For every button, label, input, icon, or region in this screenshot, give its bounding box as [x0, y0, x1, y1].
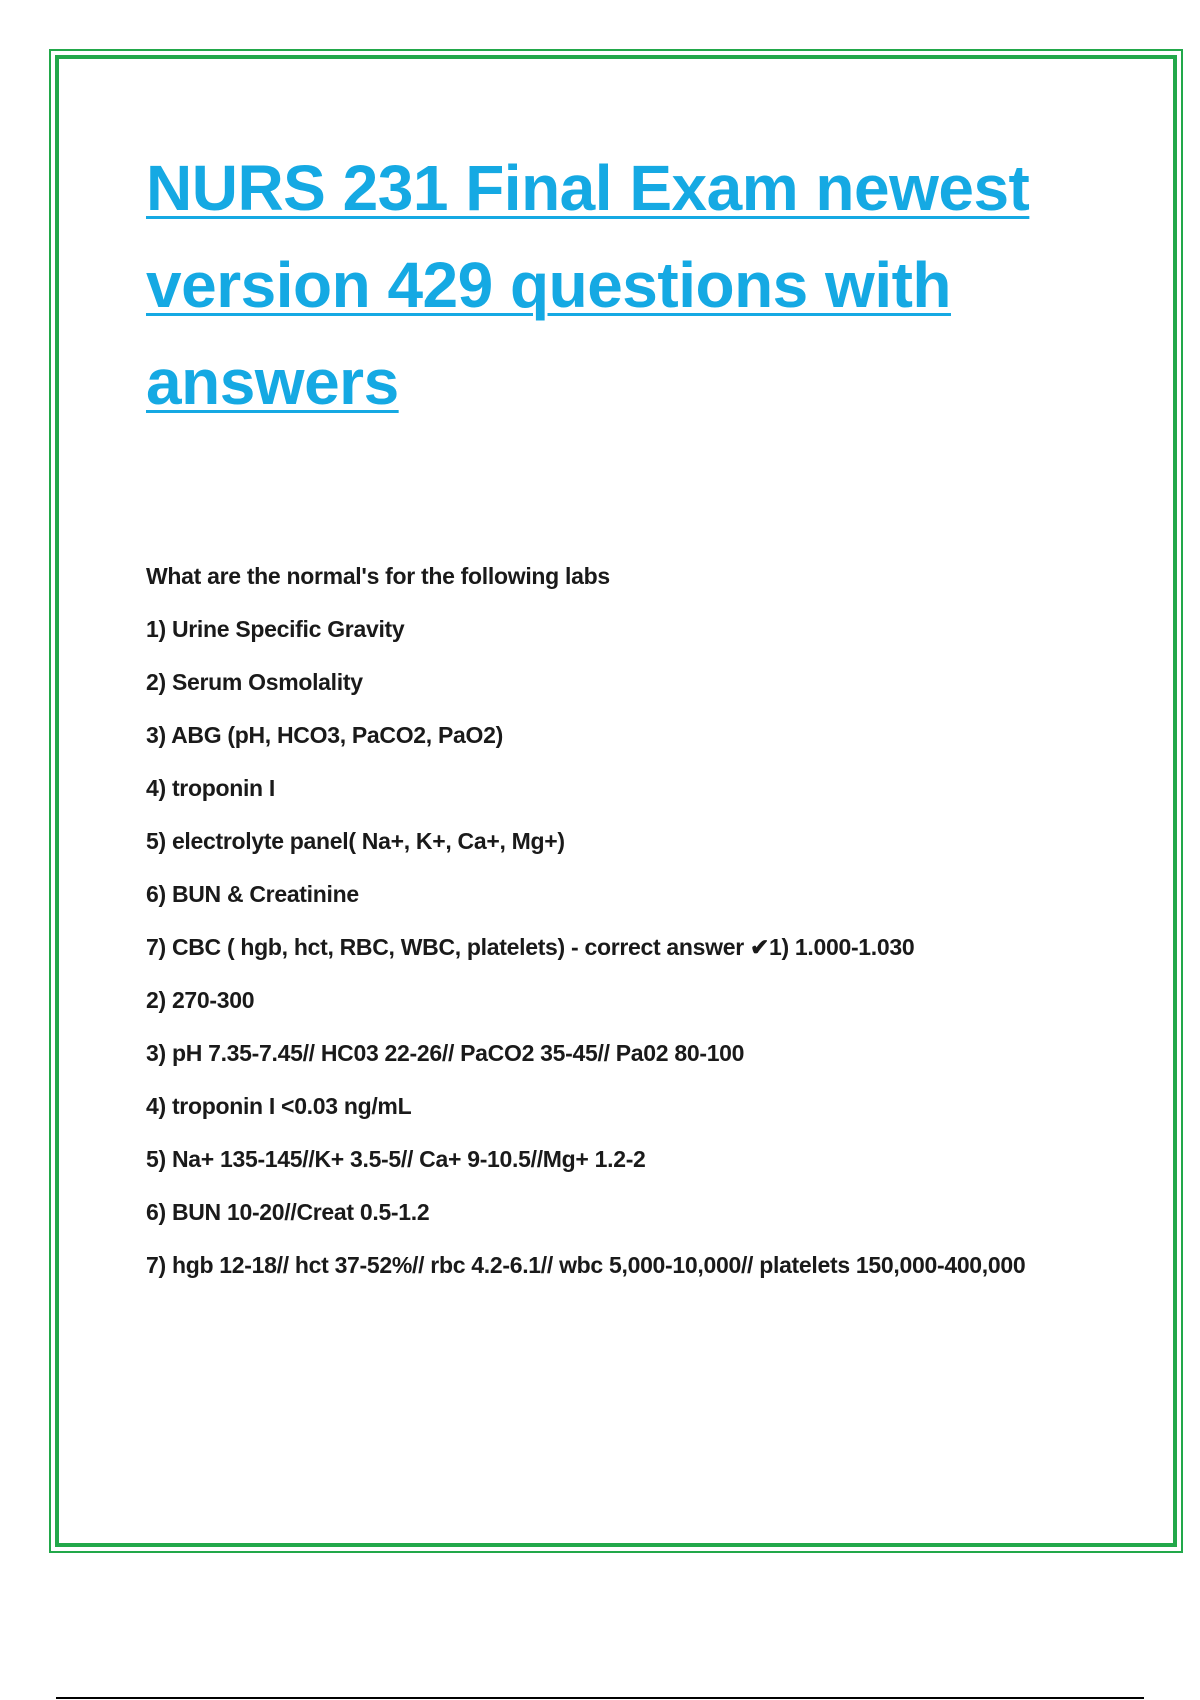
- footer-rule: [56, 1697, 1144, 1699]
- answer-item-2: 2) 270-300: [146, 987, 255, 1013]
- document-title: NURS 231 Final Exam newest version 429 questions with answers: [146, 152, 1030, 418]
- question-intro: What are the normal's for the following labs: [146, 563, 610, 589]
- answer-item-3: 3) pH 7.35-7.45// HC03 22-26// PaCO2 35-45// Pa02 80-100: [146, 1040, 745, 1066]
- question-item-7-with-answer: 7) CBC ( hgb, hct, RBC, WBC, platelets) - correct answer ✔1) 1.000-1.030: [146, 934, 915, 960]
- question-item-1: 1) Urine Specific Gravity: [146, 616, 405, 642]
- answer-item-7: 7) hgb 12-18// hct 37-52%// rbc 4.2-6.1// wbc 5,000-10,000// platelets 150,000-400,000: [146, 1252, 1026, 1278]
- question-item-3: 3) ABG (pH, HCO3, PaCO2, PaO2): [146, 722, 503, 748]
- answer-item-6: 6) BUN 10-20//Creat 0.5-1.2: [146, 1199, 430, 1225]
- question-item-6: 6) BUN & Creatinine: [146, 881, 359, 907]
- answer-item-4: 4) troponin I <0.03 ng/mL: [146, 1093, 412, 1119]
- question-item-2: 2) Serum Osmolality: [146, 669, 363, 695]
- question-item-4: 4) troponin I: [146, 775, 275, 801]
- answer-item-5: 5) Na+ 135-145//K+ 3.5-5// Ca+ 9-10.5//Mg+ 1.2-2: [146, 1146, 646, 1172]
- question-item-5: 5) electrolyte panel( Na+, K+, Ca+, Mg+): [146, 828, 565, 854]
- document-body: [146, 562, 1106, 1308]
